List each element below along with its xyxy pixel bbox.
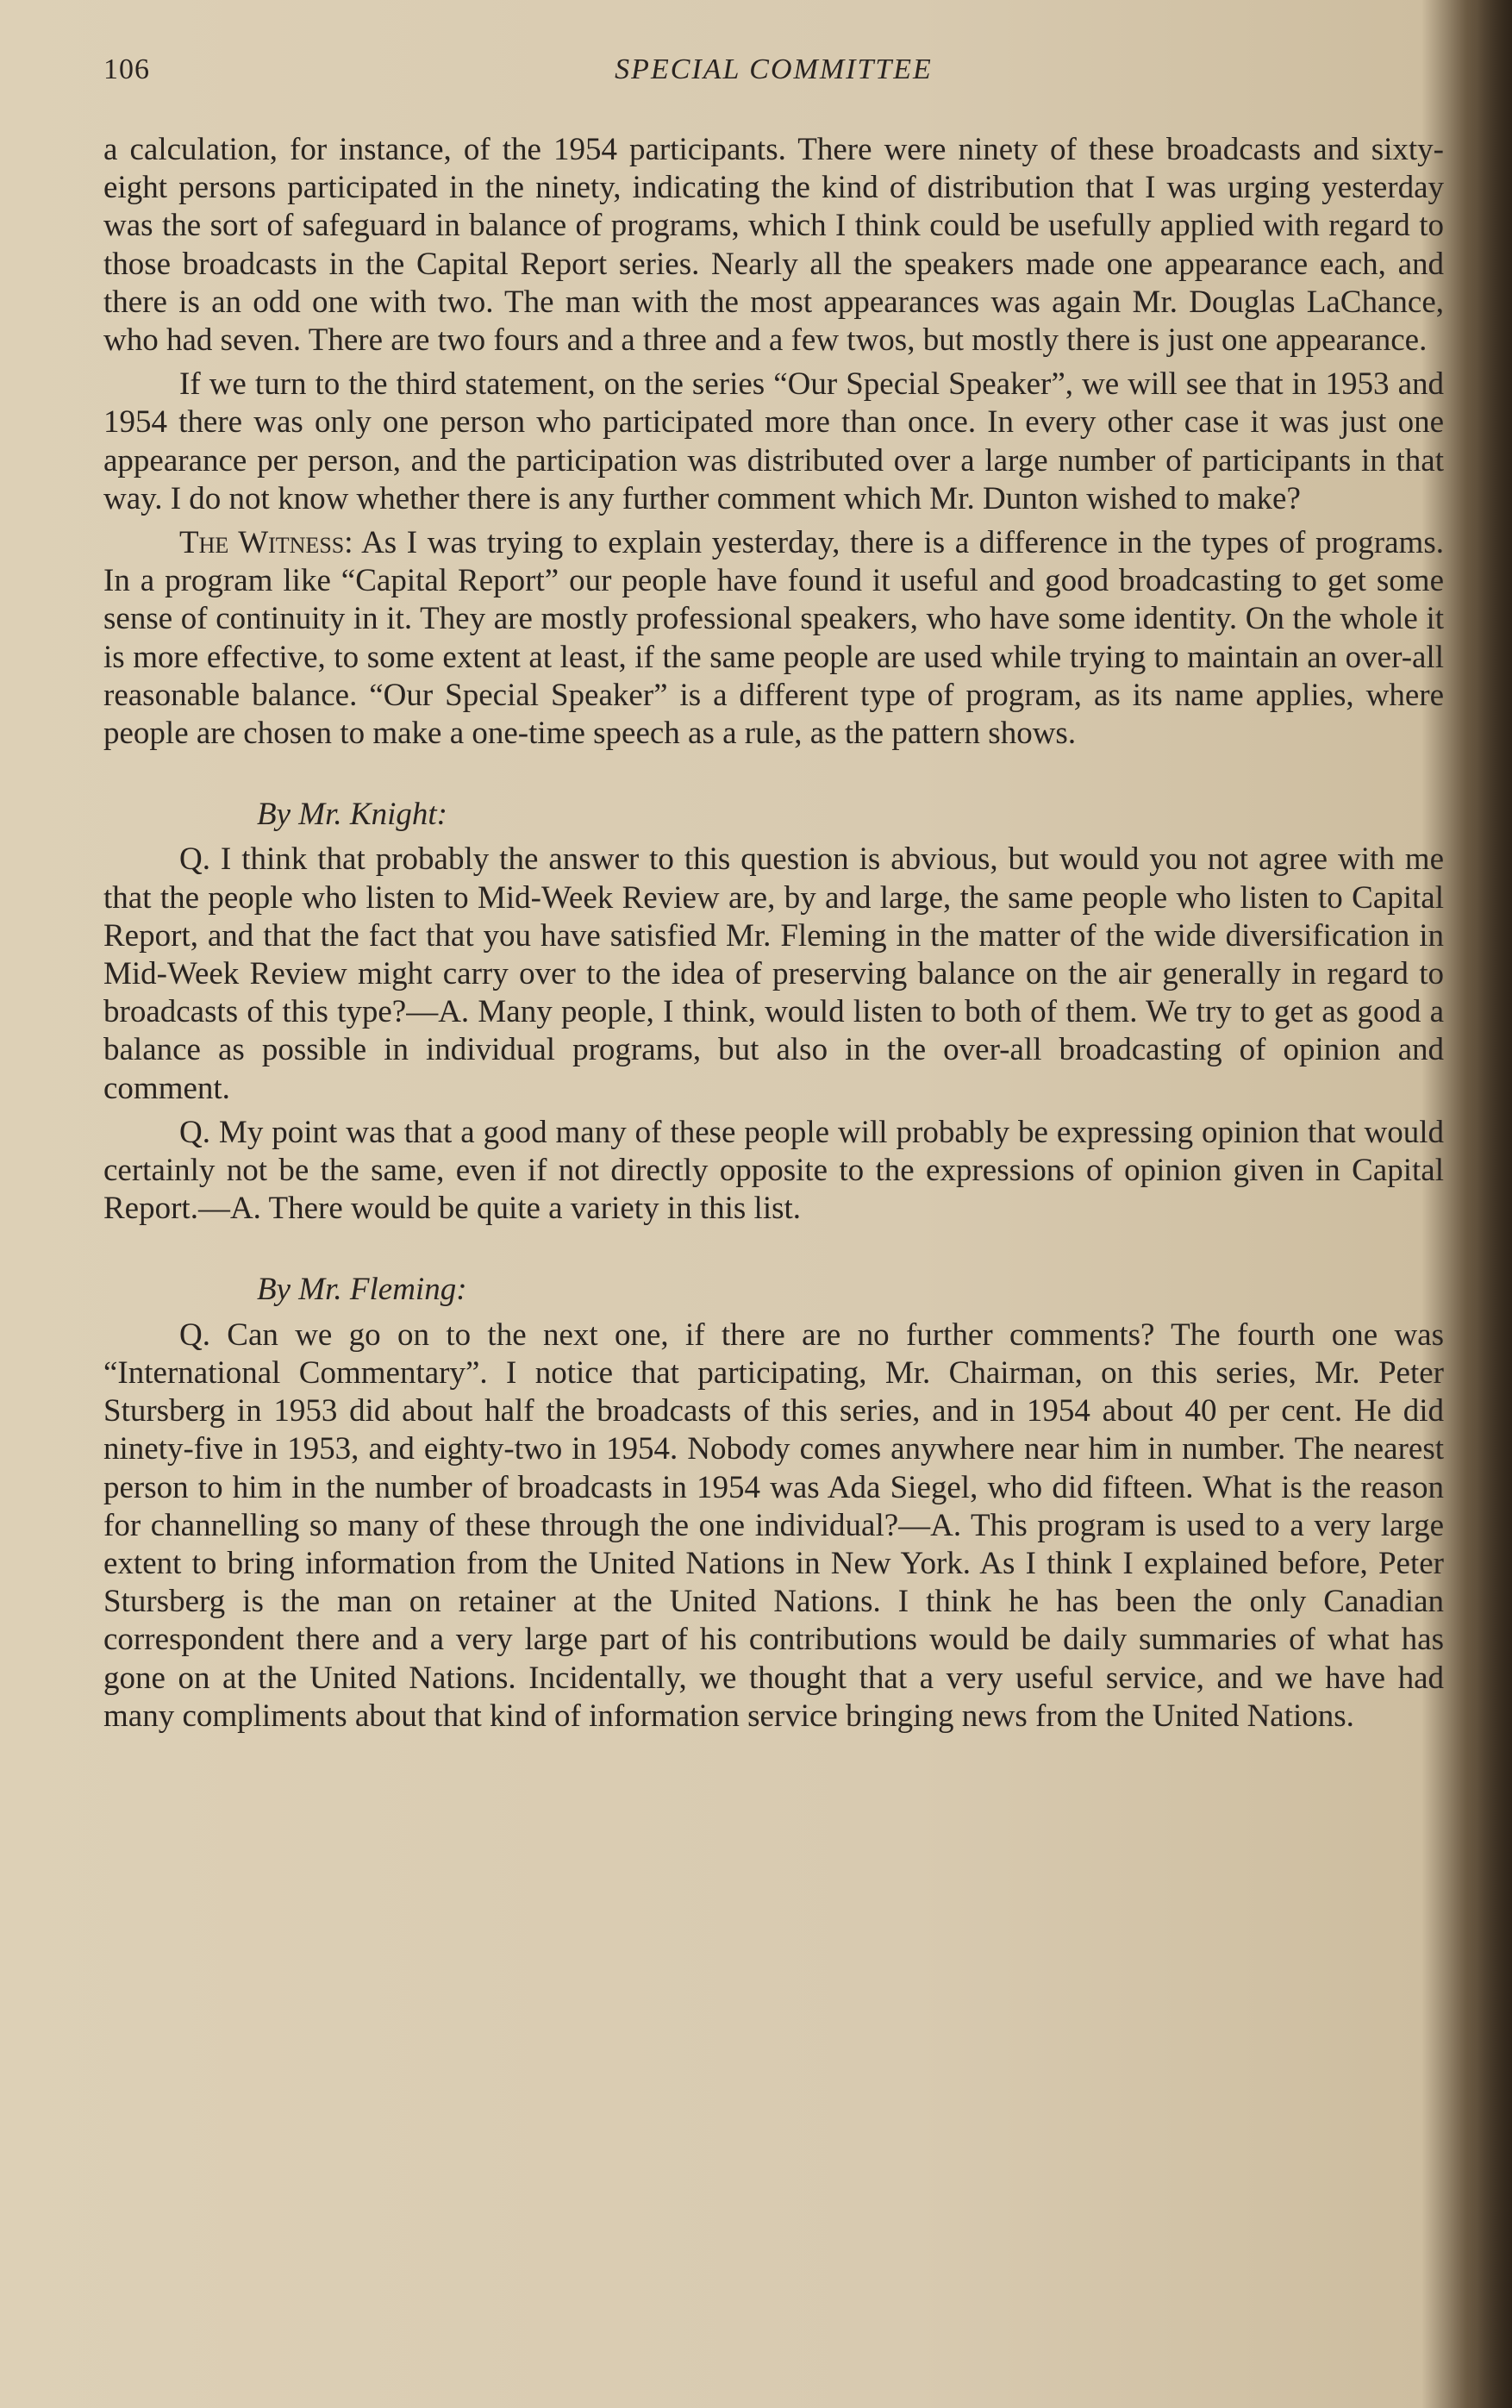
paragraph-6: Q. Can we go on to the next one, if there are no further comments? The fourth one was “International Commentary”. I notice that participating, Mr. Chairman, on this series, Mr. Peter Stursberg in 1953 did about half the broadcasts of this series, and in 1954 about 40 per cent. He did ninety-five in 1953, and eighty-two in 1954. Nobody comes anywhere near him in number. The nearest person to him in the number of broadcasts in 1954 was Ada Siegel, who did fifteen. What is the reason for channelling so many of these through the one individual?—A. This program is used to a very large extent to bring information from the United Nations in New York. As I think I explained before, Peter Stursberg is the man on retainer at the United Nations. I think he has been the only Canadian correspondent there and a very large part of his contributions would be daily summaries of what has gone on at the United Nations. Incidentally, we thought that a very useful service, and we have had many compliments about that kind of information service bringing news from the United Nations. bbox=[103, 1317, 1444, 1734]
paragraph-3 bbox=[103, 524, 1444, 753]
paragraph-3-text: As I was trying to explain yesterday, there is a difference in the types of programs. In a program like “Capital Report” our people have found it useful and good broadcasting to get some sense of continuity in it. They are mostly professional speakers, who have some identity. On the whole it is more effective, to some extent at least, if the same people are used while trying to maintain an over-all reasonable balance. “Our Special Speaker” is a different type of program, as its name applies, where people are chosen to make a one-time speech as a rule, as the pattern shows. bbox=[103, 525, 1444, 752]
paragraph-4: Q. I think that probably the answer to this question is abvious, but would you not agree with me that the people who listen to Mid-Week Review are, by and large, the same people who listen to Capital Report, and that the fact that you have satisfied Mr. Fleming in the matter of the wide diversification in Mid-Week Review might carry over to the idea of preserving balance on the air generally in regard to broadcasts of this type?—A. Many people, I think, would listen to both of them. We try to get as good a balance as possible in individual programs, but also in the over-all broadcasting of opinion and comment. bbox=[103, 841, 1444, 1106]
body-text bbox=[103, 131, 1444, 1736]
page-number: 106 bbox=[103, 53, 150, 85]
page-header bbox=[103, 53, 1444, 98]
byline-knight: By Mr. Knight: bbox=[257, 797, 447, 833]
page-edge-shadow bbox=[1478, 0, 1512, 2408]
byline-fleming: By Mr. Fleming: bbox=[257, 1272, 467, 1308]
running-head: SPECIAL COMMITTEE bbox=[615, 53, 933, 85]
paragraph-5: Q. My point was that a good many of these people will probably be expressing opinion that would certainly not be the same, even if not directly opposite to the expressions of opinion given in Capital Report.—A. There would be quite a variety in this list. bbox=[103, 1114, 1444, 1227]
paragraph-1: a calculation, for instance, of the 1954 participants. There were ninety of these broadcasts and sixty-eight persons participated in the ninety, indicating the kind of distribution that I was urging yesterday was the sort of safeguard in balance of programs, which I think could be usefully applied with regard to those broadcasts in the Capital Report series. Nearly all the speakers made one appearance each, and there is an odd one with two. The man with the most appearances was again Mr. Douglas LaChance, who had seven. There are two fours and a three and a few twos, but mostly there is just one appearance. bbox=[103, 132, 1444, 359]
speaker-label: The Witness: bbox=[179, 525, 353, 561]
paragraph-2: If we turn to the third statement, on the series “Our Special Speaker”, we will see that in 1953 and 1954 there was only one person who participated more than once. In every other case it was just one appearance per person, and the participation was distributed over a large number of participants in that way. I do not know whether there is any further comment which Mr. Dunton wished to make? bbox=[103, 366, 1444, 516]
